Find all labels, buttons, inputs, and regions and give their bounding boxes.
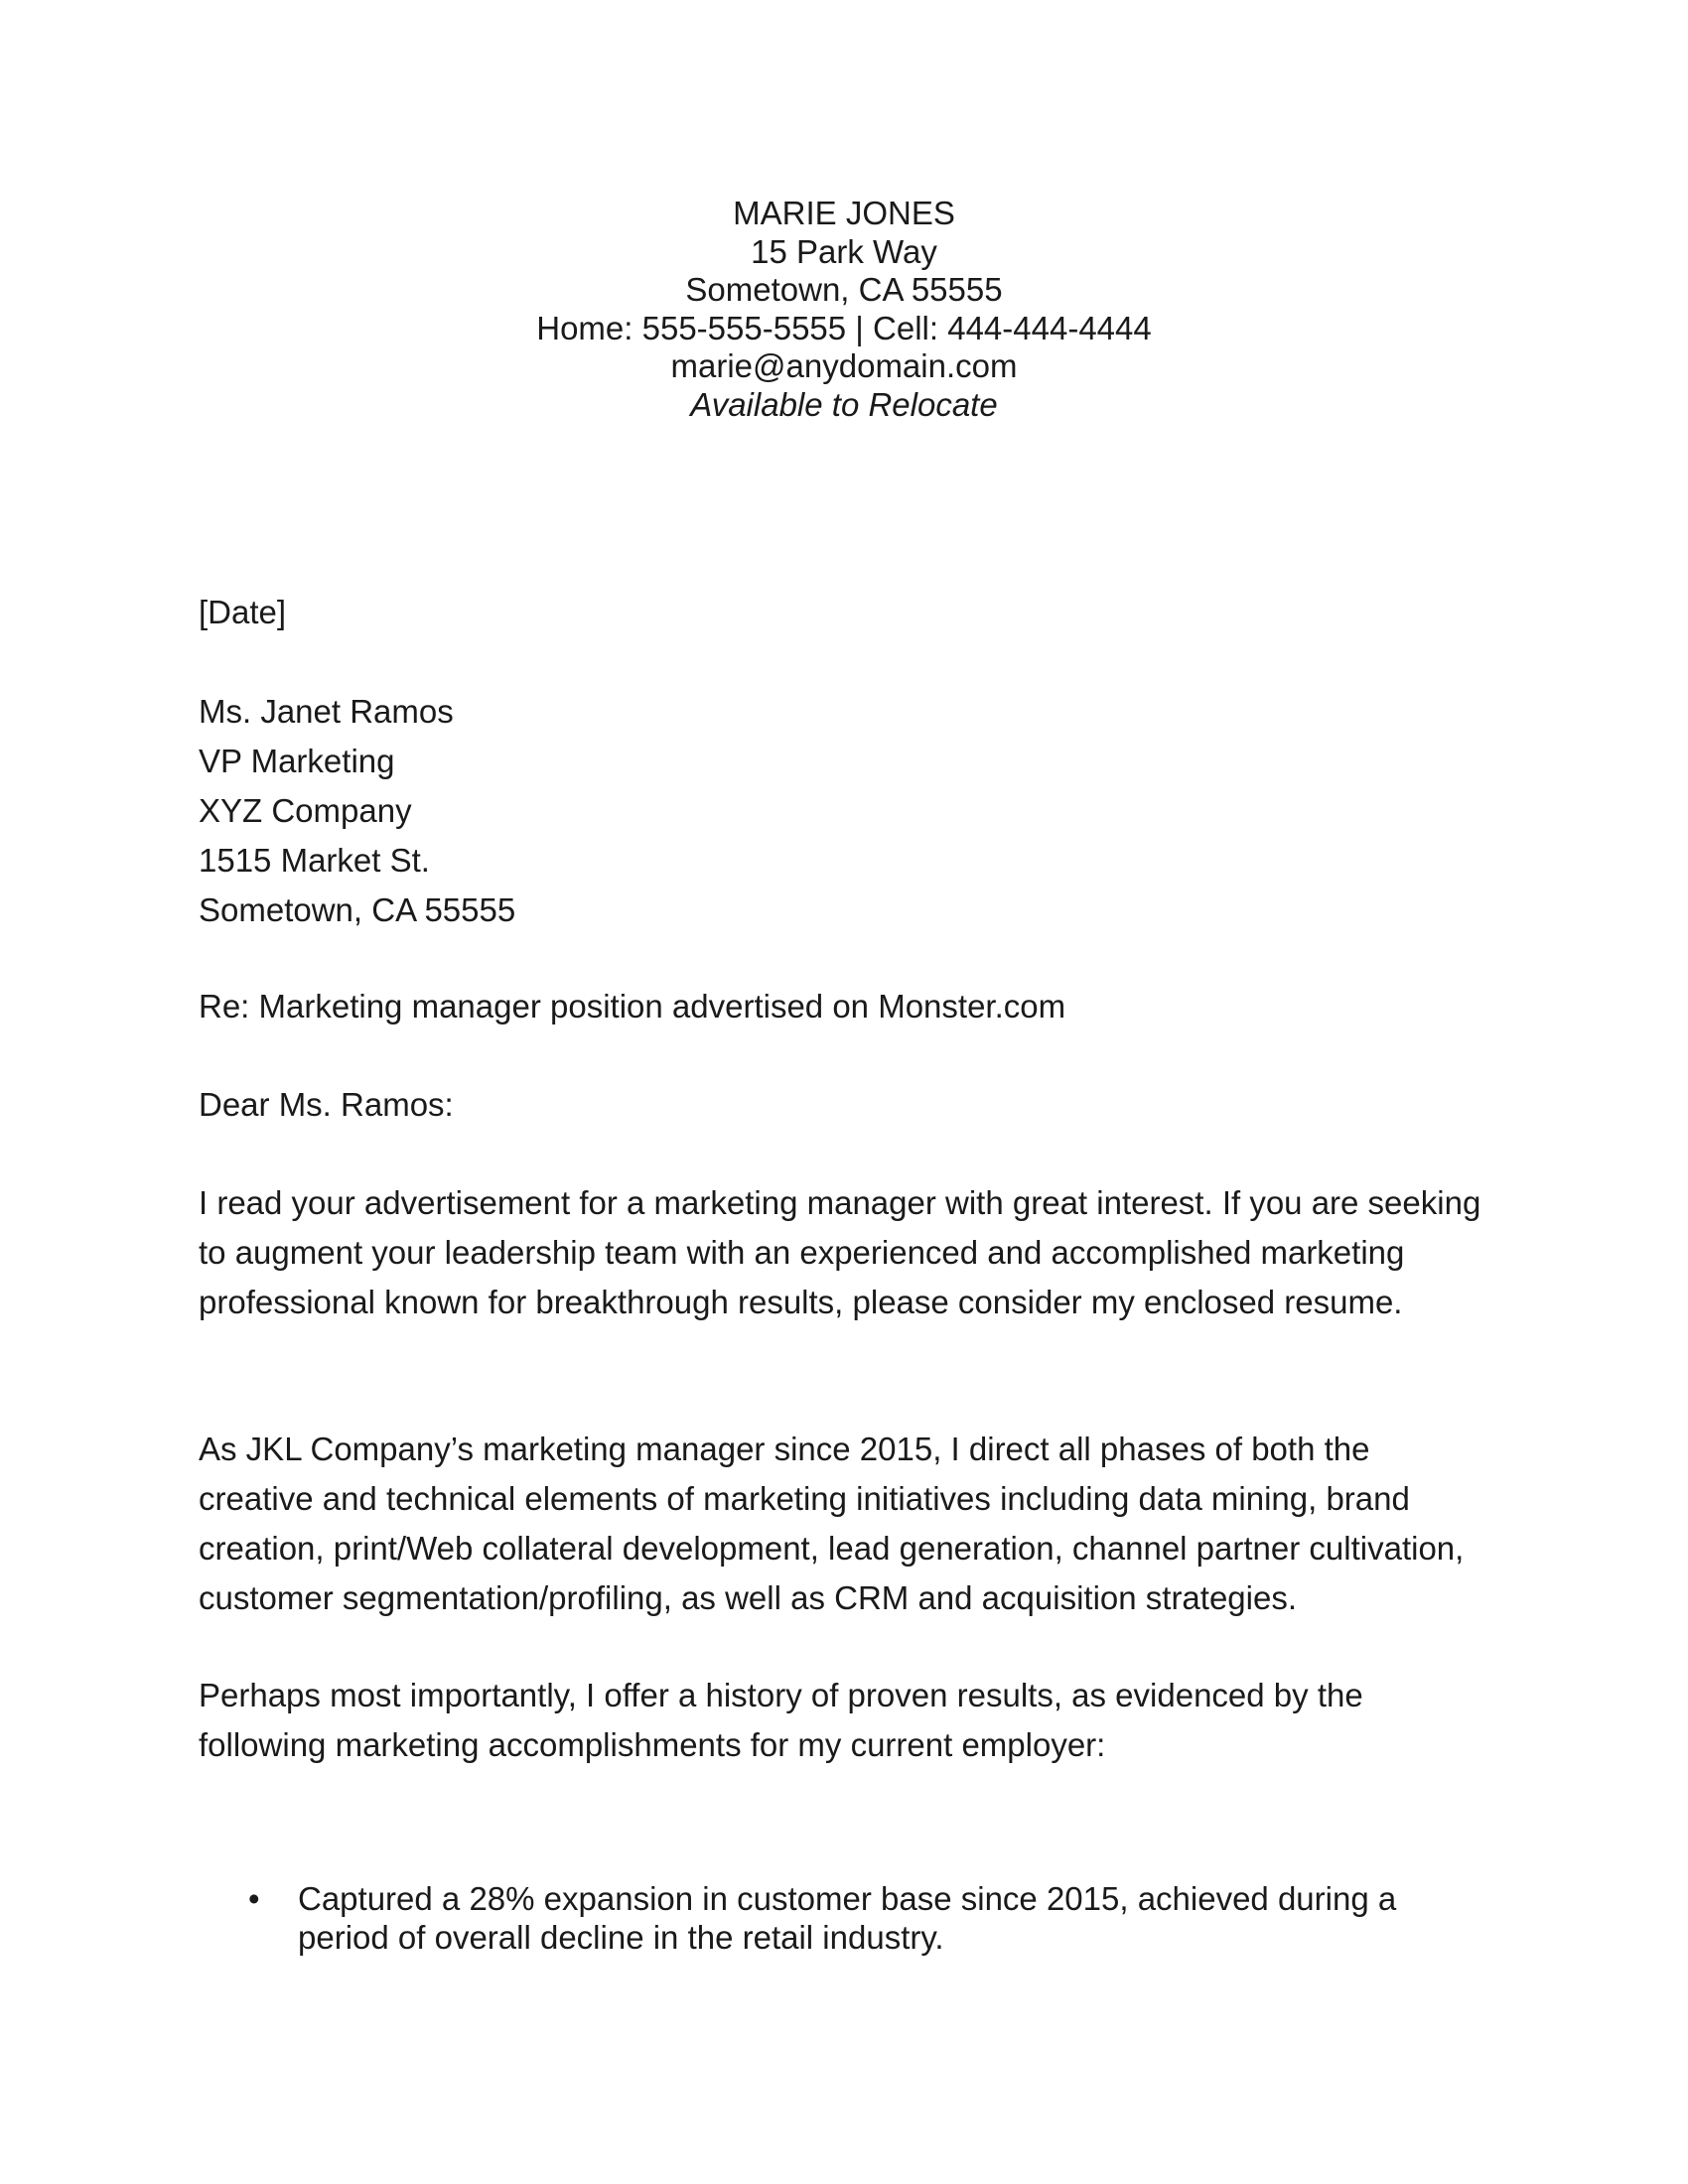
sender-name: MARIE JONES xyxy=(733,195,955,231)
paragraph-intro: I read your advertisement for a marketing manager with great interest. If you are seeking to augment your leadership team with an experienced and accomplished marketing professional known for breakthrough results, please consider my enclosed resume. xyxy=(199,1184,1481,1320)
bullet-text: Captured a 28% expansion in customer base since 2015, achieved during a period of overall decline in the retail industry. xyxy=(298,1880,1397,1956)
paragraph-results: Perhaps most importantly, I offer a history of proven results, as evidenced by the following marketing accomplishments for my current employer: xyxy=(199,1677,1363,1763)
sender-address-line2: Sometown, CA 55555 xyxy=(685,271,1003,308)
recipient-street: 1515 Market St. xyxy=(199,842,430,879)
recipient-title: VP Marketing xyxy=(199,743,395,779)
sender-address-line1: 15 Park Way xyxy=(751,232,937,270)
recipient-city: Sometown, CA 55555 xyxy=(199,891,516,928)
salutation: Dear Ms. Ramos: xyxy=(199,1086,454,1123)
recipient-company: XYZ Company xyxy=(199,792,412,829)
sender-email: marie@anydomain.com xyxy=(670,347,1018,384)
recipient-name: Ms. Janet Ramos xyxy=(199,693,454,730)
recipient-block xyxy=(199,687,515,935)
bullet-marker: • xyxy=(248,1880,260,1917)
letter-date: [Date] xyxy=(199,594,287,630)
sender-phones: Home: 555-555-5555 | Cell: 444-444-4444 xyxy=(536,309,1152,346)
relocation-note: Available to Relocate xyxy=(690,385,998,423)
paragraph-experience: As JKL Company’s marketing manager since 2015, I direct all phases of both the creative and technical elements of marketing initiatives including data mining, brand creation, print/Web collateral development, lead generation, channel partner cultivation, customer segmentation/profiling, as well as CRM and acquisition strategies. xyxy=(199,1431,1465,1616)
re-line: Re: Marketing manager position advertised on Monster.com xyxy=(199,988,1066,1024)
letterhead xyxy=(0,195,1688,424)
